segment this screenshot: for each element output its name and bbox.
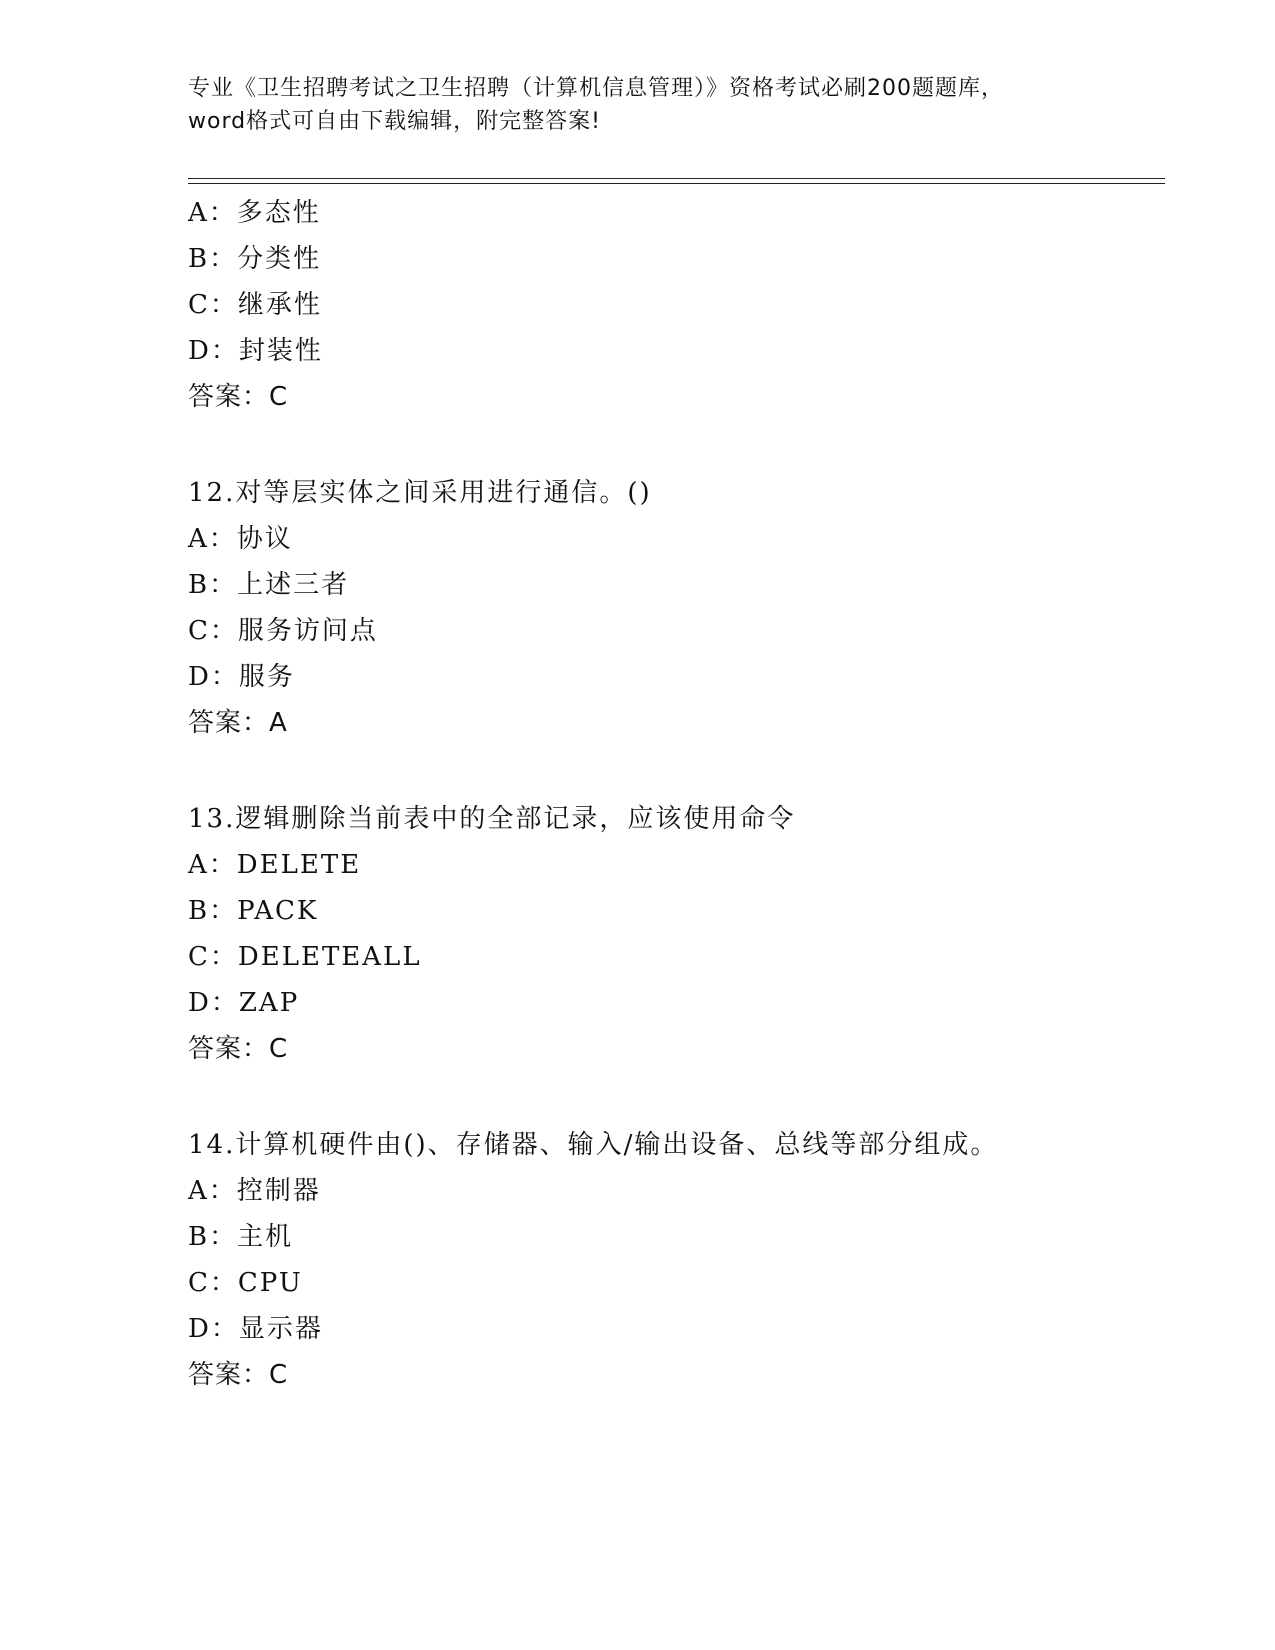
- answer-line: 答案：C: [188, 1360, 289, 1390]
- question-block-11: [188, 190, 1148, 420]
- option-d: D：封装性: [188, 336, 323, 366]
- option-a: A：协议: [188, 524, 293, 554]
- document-header: [188, 72, 1088, 138]
- option-a: A：控制器: [188, 1176, 321, 1206]
- question-list: [188, 190, 1148, 1398]
- header-divider-top: [188, 178, 1165, 179]
- question-text: 14.计算机硬件由()、存储器、输入/输出设备、总线等部分组成。: [188, 1130, 999, 1160]
- option-c: C：服务访问点: [188, 616, 378, 646]
- option-a: A：DELETE: [188, 850, 362, 880]
- option-c: C：CPU: [188, 1268, 303, 1298]
- header-line-2: word格式可自由下载编辑，附完整答案!: [188, 109, 601, 134]
- answer-line: 答案：C: [188, 382, 289, 412]
- option-b: B：PACK: [188, 896, 319, 926]
- question-block-12: [188, 470, 1148, 746]
- option-c: C：DELETEALL: [188, 942, 422, 972]
- option-d: D：服务: [188, 662, 295, 692]
- option-b: B：主机: [188, 1222, 294, 1252]
- answer-line: 答案：A: [188, 708, 288, 738]
- question-text: 13.逻辑删除当前表中的全部记录，应该使用命令: [188, 804, 796, 834]
- header-divider-bottom: [188, 183, 1165, 184]
- header-line-1: 专业《卫生招聘考试之卫生招聘（计算机信息管理）》资格考试必刷200题题库，: [188, 76, 1004, 101]
- option-d: D：显示器: [188, 1314, 323, 1344]
- option-d: D：ZAP: [188, 988, 300, 1018]
- question-block-14: [188, 1122, 1148, 1398]
- option-b: B：分类性: [188, 244, 322, 274]
- option-c: C：继承性: [188, 290, 322, 320]
- option-a: A：多态性: [188, 198, 321, 228]
- question-block-13: [188, 796, 1148, 1072]
- question-text: 12.对等层实体之间采用进行通信。(): [188, 478, 652, 508]
- answer-line: 答案：C: [188, 1034, 289, 1064]
- option-b: B：上述三者: [188, 570, 350, 600]
